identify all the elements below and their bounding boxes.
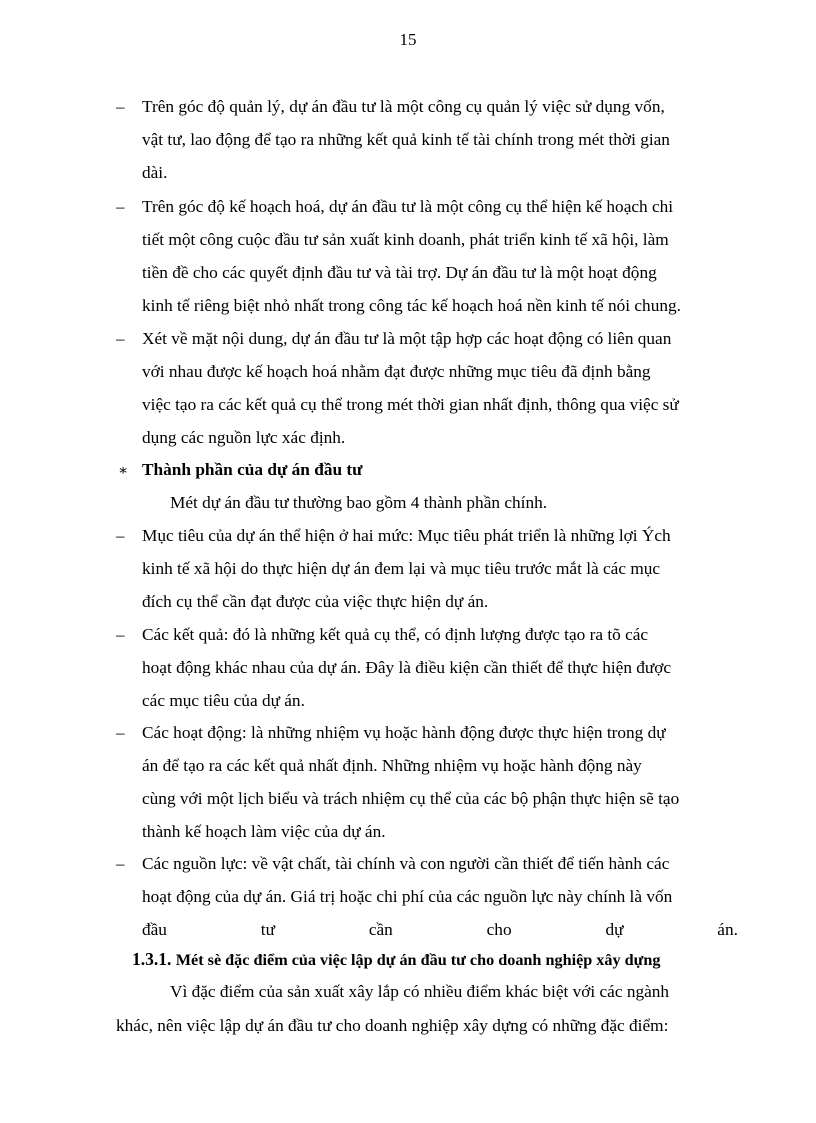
text-line: tiền đề cho các quyết định đầu tư và tài trợ. Dự án đầu tư là một hoạt động bbox=[142, 263, 657, 282]
text-line: án để tạo ra các kết quả nhất định. Những nhiệm vụ hoặc hành động này bbox=[142, 756, 642, 775]
word: cho bbox=[486, 920, 512, 939]
text-line: kinh tế riêng biệt nhỏ nhất trong công tác kế hoạch hoá nền kinh tế nói chung. bbox=[142, 296, 681, 315]
text-line: Trên góc độ quản lý, dự án đầu tư là một công cụ quản lý việc sử dụng vốn, bbox=[142, 97, 665, 116]
star-bullet: ∗ bbox=[118, 463, 129, 479]
word: dự bbox=[605, 920, 624, 939]
text-line: vật tư, lao động để tạo ra những kết quả kinh tế tài chính trong mét thời gian bbox=[142, 130, 670, 149]
text-line: Mục tiêu của dự án thể hiện ở hai mức: Mục tiêu phát triển là những lợi Ých bbox=[142, 526, 671, 545]
text-line: hoạt động của dự án. Giá trị hoặc chi phí của các nguồn lực này chính là vốn bbox=[142, 887, 673, 906]
dash-bullet: – bbox=[116, 526, 125, 545]
dash-bullet: – bbox=[116, 329, 125, 348]
text-line: Các nguồn lực: về vật chất, tài chính và con người cần thiết để tiến hành các bbox=[142, 854, 670, 873]
text-line: Các kết quả: đó là những kết quả cụ thể, có định lượng được tạo ra tõ các bbox=[142, 625, 649, 644]
text-line: thành kế hoạch làm việc của dự án. bbox=[142, 822, 386, 841]
subheading: Thành phần của dự án đầu tư bbox=[142, 460, 363, 479]
text-line: với nhau được kế hoạch hoá nhằm đạt được những mục tiêu đã định bằng bbox=[142, 362, 651, 381]
text-line: Xét về mặt nội dung, dự án đầu tư là một tập hợp các hoạt động có liên quan bbox=[142, 329, 672, 348]
section-heading bbox=[132, 948, 660, 971]
text-line: tiết một công cuộc đầu tư sản xuất kinh doanh, phát triển kinh tế xã hội, làm bbox=[142, 230, 669, 249]
text-line: Mét dự án đầu tư thường bao gồm 4 thành phần chính. bbox=[170, 493, 548, 512]
dash-bullet: – bbox=[116, 723, 125, 742]
text-line: Các hoạt động: là những nhiệm vụ hoặc hành động được thực hiện trong dự bbox=[142, 723, 666, 742]
dash-bullet: – bbox=[116, 854, 125, 873]
text-line: Vì đặc điểm của sản xuất xây lắp có nhiều điểm khác biệt với các ngành bbox=[170, 982, 670, 1001]
text-line: đích cụ thể cần đạt được của việc thực hiện dự án. bbox=[142, 592, 489, 611]
dash-bullet: – bbox=[116, 97, 125, 116]
text-line: việc tạo ra các kết quả cụ thể trong mét thời gian nhất định, thông qua việc sử bbox=[142, 395, 679, 414]
text-line-justified bbox=[142, 919, 738, 941]
dash-bullet: – bbox=[116, 197, 125, 216]
text-line: kinh tế xã hội do thực hiện dự án đem lại và mục tiêu trước mắt là các mục bbox=[142, 559, 661, 578]
text-line: Trên góc độ kế hoạch hoá, dự án đầu tư là một công cụ thể hiện kế hoạch chi bbox=[142, 197, 674, 216]
text-line: cùng với một lịch biểu và trách nhiệm cụ thể của các bộ phận thực hiện sẽ tạo bbox=[142, 789, 680, 808]
section-title: Mét sè đặc điểm của việc lập dự án đầu tư cho doanh nghiệp xây dựng bbox=[175, 951, 661, 969]
text-line: dụng các nguồn lực xác định. bbox=[142, 428, 346, 447]
section-number: 1.3.1. bbox=[132, 949, 172, 969]
text-line: các mục tiêu của dự án. bbox=[142, 691, 305, 710]
dash-bullet: – bbox=[116, 625, 125, 644]
page-number: 15 bbox=[399, 30, 417, 49]
word: đầu bbox=[142, 920, 167, 939]
word: tư bbox=[260, 920, 275, 939]
word: cần bbox=[368, 920, 393, 939]
text-line: dài. bbox=[142, 163, 168, 182]
word: án. bbox=[717, 920, 738, 939]
text-line: khác, nên việc lập dự án đầu tư cho doanh nghiệp xây dựng có những đặc điểm: bbox=[116, 1016, 669, 1035]
text-line: hoạt động khác nhau của dự án. Đây là điều kiện cần thiết để thực hiện được bbox=[142, 658, 672, 677]
